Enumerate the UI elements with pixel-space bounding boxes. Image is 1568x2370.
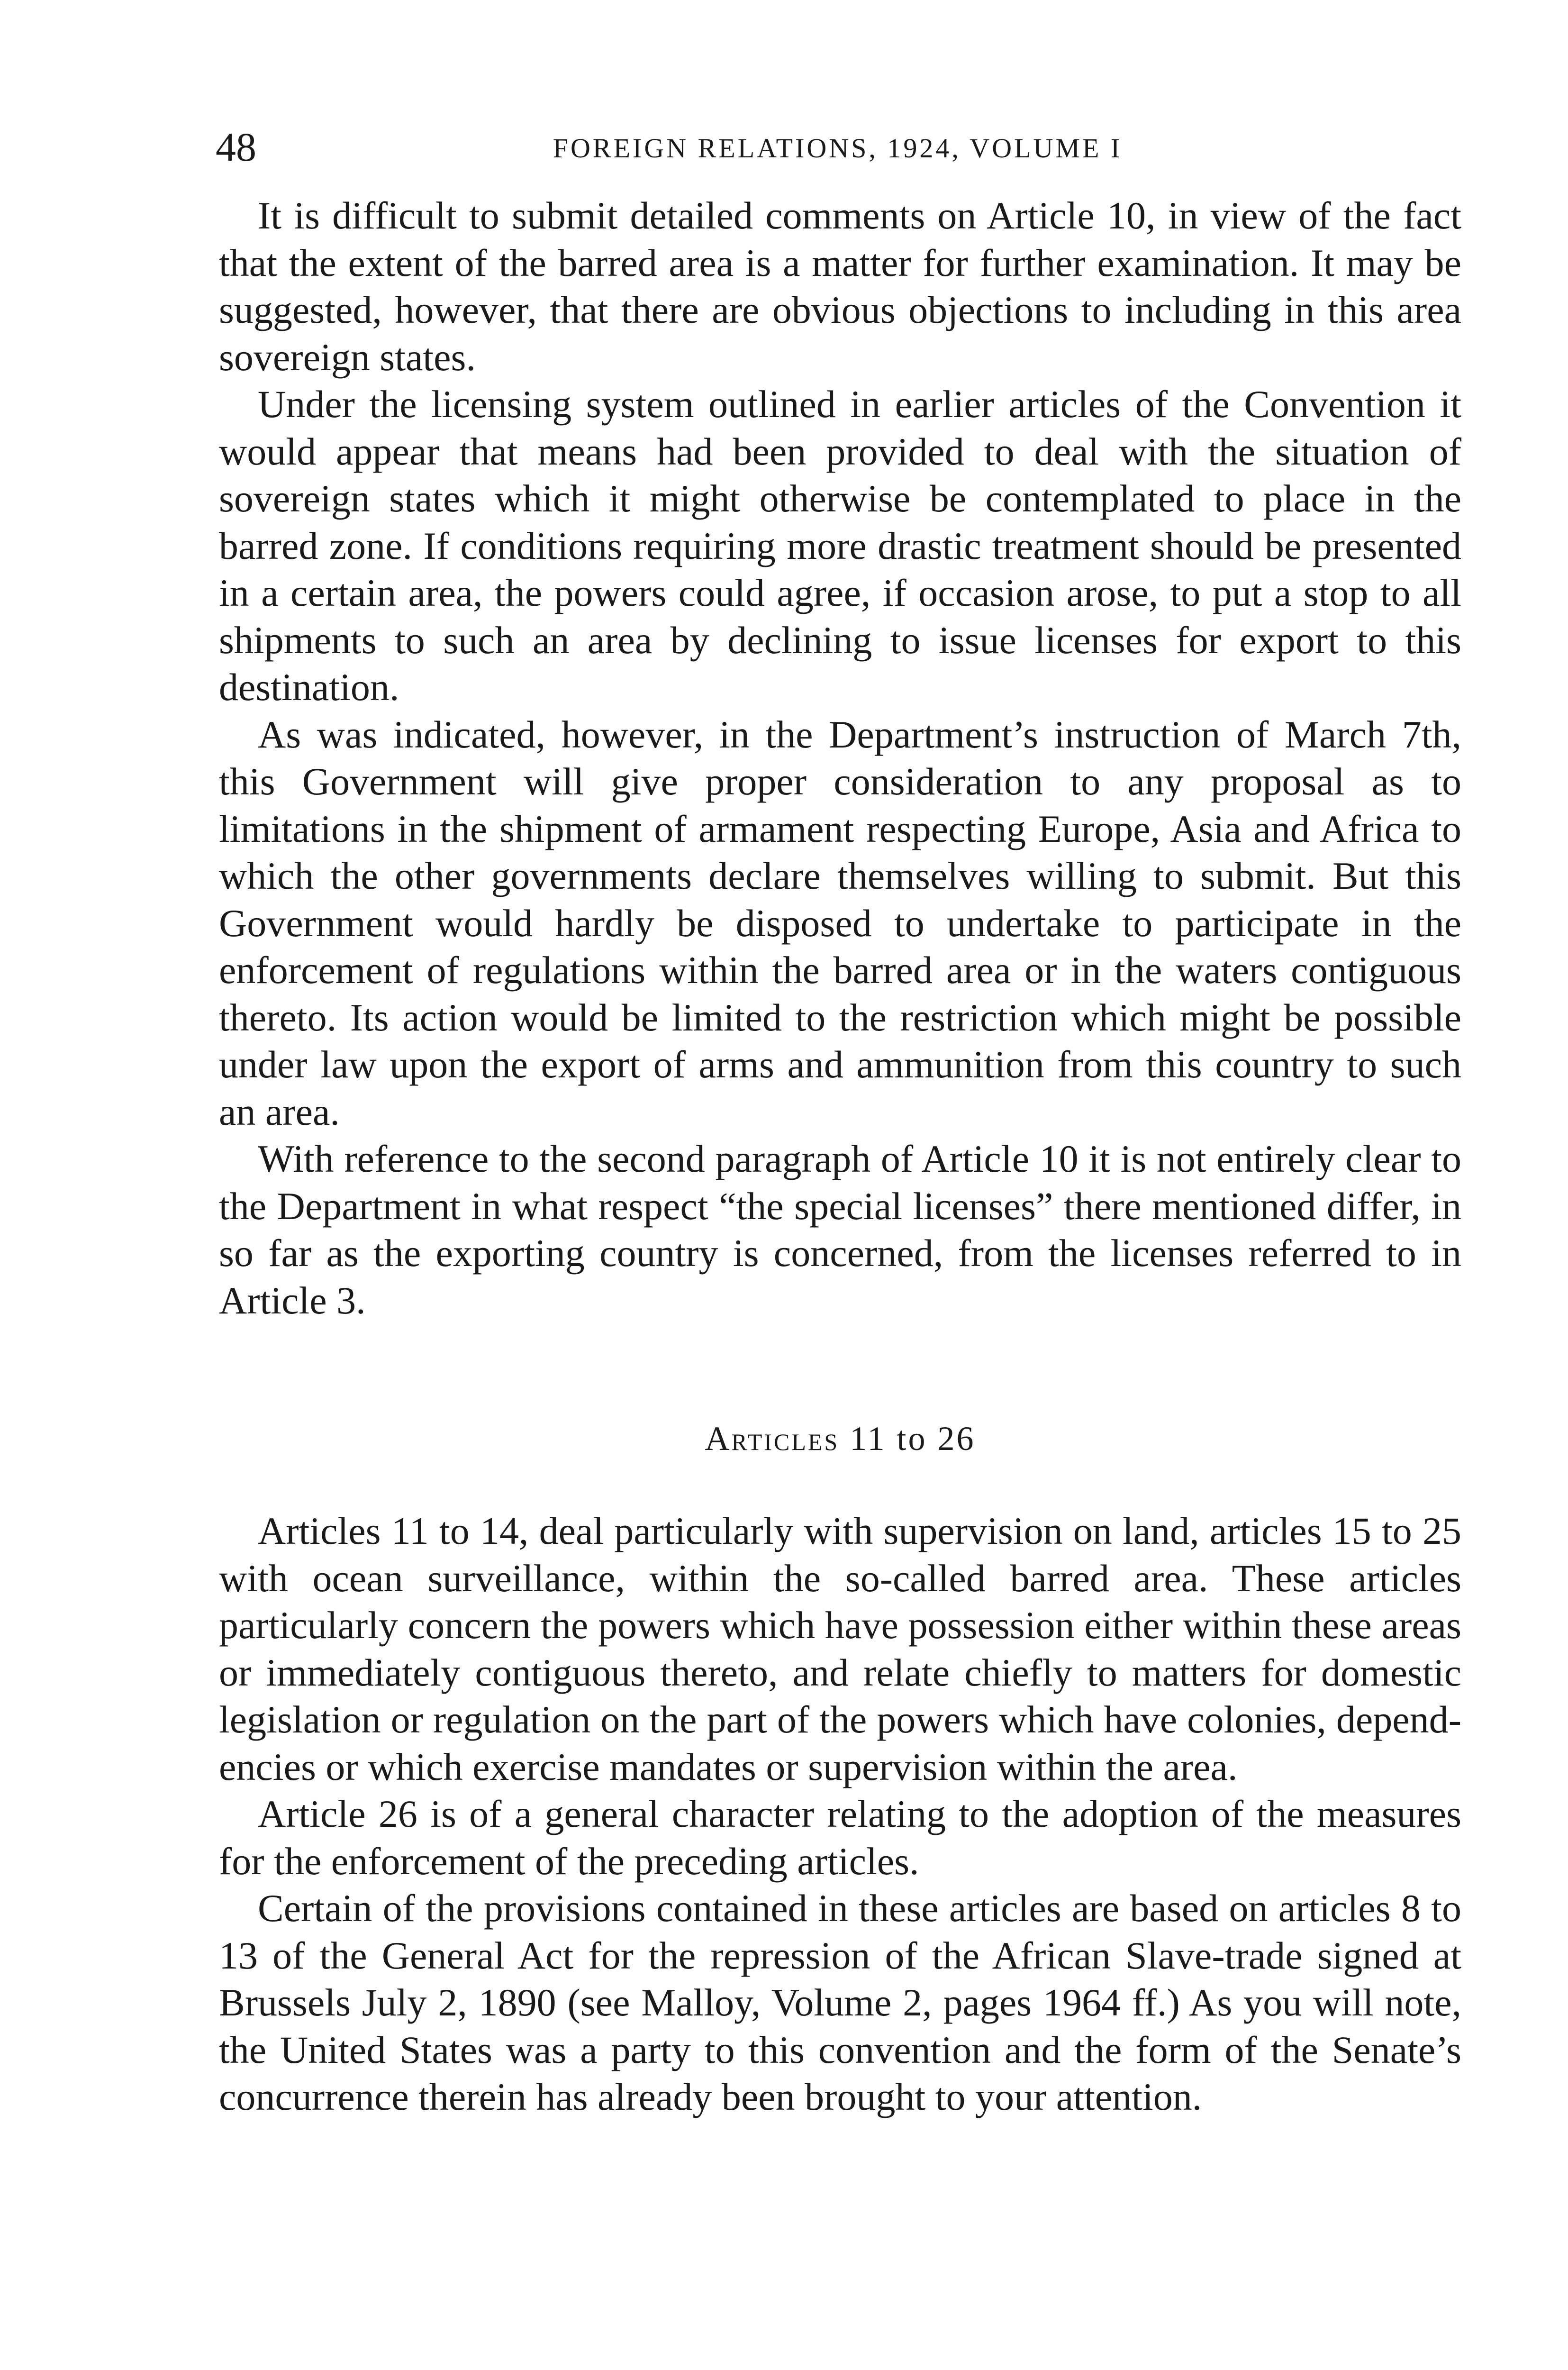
paragraph-article-10-comments: It is difficult to submit detailed comments on Article 10, in view of the fact that the extent of the barred area is a matter for further examination. It may be suggested, however, that there are obvious objections to including in this area sovereign states. xyxy=(219,194,1461,379)
running-head xyxy=(216,121,1459,173)
paragraph-department-instruction: As was indicated, however, in the Department’s instruction of March 7th, this Government will give proper consideration to any proposal as to limitations in the shipment of armament respecting Europe, Asia and Africa to which the other governments declare themselves willing to submit. But this Government would hardly be disposed to undertake to participate in the enforcement of regulations within the barred area or in the waters contiguous thereto. Its action would be limited to the restriction which might be possible under law upon the export of arms and ammunition from this country to such an area. xyxy=(219,712,1461,1133)
section-heading-range: 11 to 26 xyxy=(850,1420,976,1458)
paragraph-articles-11-to-14: Articles 11 to 14, deal particularly with supervision on land, articles 15 to 25 with ocean surveillance, within the so-called barred area. These articles particularly concern the powers which have possession either within these areas or immediately contiguous thereto, and relate chiefly to matters for domestic legislation or regulation on the part of the powers which have colonies, dependencies or which exercise mandates or supervision within the area. xyxy=(219,1509,1461,1788)
paragraph-brussels-act: Certain of the provisions contained in these articles are based on articles 8 to 13 of the General Act for the repression of the African Slave-trade signed at Brussels July 2, 1890 (see Malloy, Volume 2, pages 1964 ff.) As you will note, the United States was a party to this convention and the form of the Senate’s concurrence therein has already been brought to your attention. xyxy=(219,1887,1461,2118)
paragraph-article-26: Article 26 is of a general character relating to the adoption of the measures for the enforcement of the preceding articles. xyxy=(219,1792,1461,1883)
body-text-section-1 xyxy=(219,192,1461,1324)
paragraph-special-licenses: With reference to the second paragraph of Article 10 it is not entirely clear to the Department in what respect “the special licenses” there mentioned differ, in so far as the exporting country is concerned, from the licenses referred to in Article 3. xyxy=(219,1137,1461,1322)
running-title: FOREIGN RELATIONS, 1924, VOLUME I xyxy=(553,133,1123,164)
page-number: 48 xyxy=(216,124,256,170)
paragraph-licensing-system: Under the licensing system outlined in earlier articles of the Convention it would appear that means had been provided to deal with the situation of sovereign states which it might otherwise be contemplated to place in the barred zone. If conditions requiring more drastic treatment should be presented in a certain area, the powers could agree, if occasion arose, to put a stop to all shipments to such an area by declining to issue licenses for export to this destination. xyxy=(219,383,1461,709)
section-heading xyxy=(219,1415,1461,1462)
body-text-section-2 xyxy=(219,1507,1461,2121)
section-heading-label: Articles xyxy=(705,1420,840,1458)
